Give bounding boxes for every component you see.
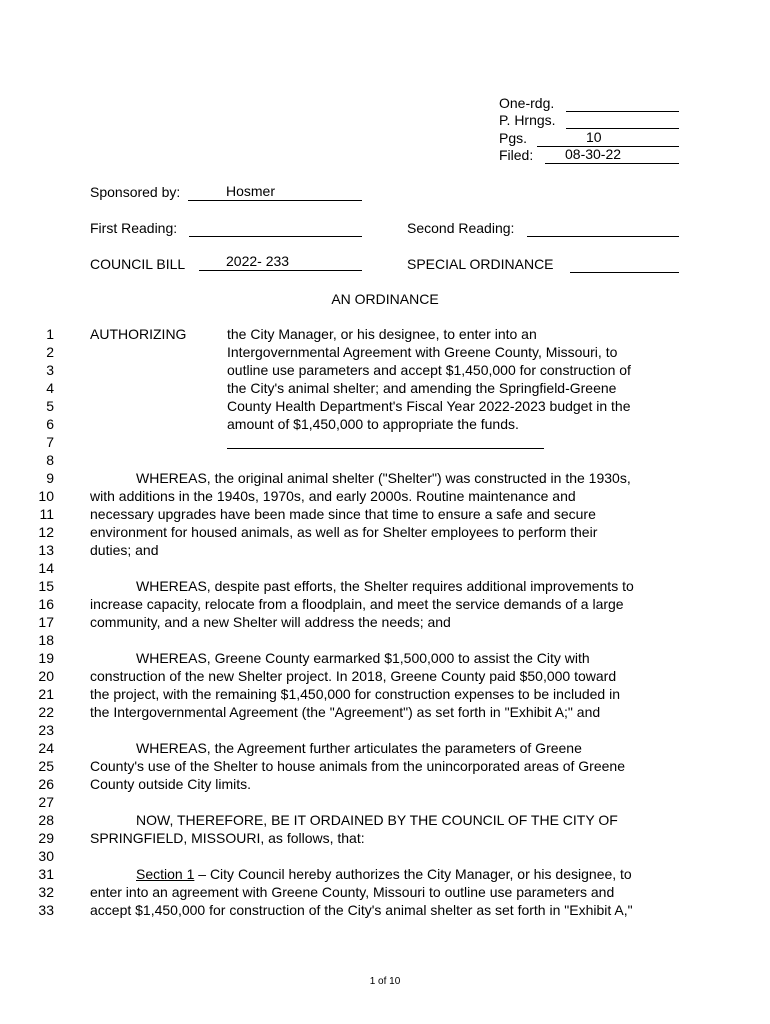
body-line: duties; and — [90, 542, 159, 558]
special-ordinance-blank — [570, 255, 679, 273]
section-1-line — [136, 865, 632, 883]
line-number: 6 — [46, 416, 54, 432]
filed-label: Filed: — [499, 147, 534, 163]
line-number: 14 — [38, 560, 54, 576]
special-ordinance-label: SPECIAL ORDINANCE — [407, 256, 554, 272]
body-line: County outside City limits. — [90, 776, 252, 792]
line-number: 28 — [38, 812, 54, 828]
line-number: 27 — [38, 794, 54, 810]
one-rdg-label: One-rdg. — [499, 95, 555, 111]
body-line: SPRINGFIELD, MISSOURI, as follows, that: — [90, 830, 365, 846]
authorizing-label: AUTHORIZING — [90, 326, 187, 342]
body-line: accept $1,450,000 for construction of the City's animal shelter as set forth in "Exhibit A," — [90, 902, 633, 918]
line-number: 30 — [38, 848, 54, 864]
body-line: necessary upgrades have been made since that time to ensure a safe and secure — [90, 506, 596, 522]
line-number: 1 — [46, 326, 54, 342]
filed-blank — [545, 146, 679, 164]
line-number: 16 — [38, 596, 54, 612]
section-1-heading: Section 1 — [136, 866, 195, 882]
sponsored-blank — [188, 183, 362, 201]
line-number: 26 — [38, 776, 54, 792]
body-line: enter into an agreement with Greene County, Missouri to outline use parameters and — [90, 884, 615, 900]
first-reading-label: First Reading: — [90, 220, 178, 236]
second-reading-blank — [527, 219, 679, 237]
filed-value: 08-30-22 — [565, 146, 622, 162]
body-line: the Intergovernmental Agreement (the "Agreement") as set forth in "Exhibit A;" and — [90, 704, 601, 720]
body-line: WHEREAS, despite past efforts, the Shelter requires additional improvements to — [136, 578, 634, 594]
line-number: 21 — [38, 686, 54, 702]
second-reading-label: Second Reading: — [407, 220, 515, 236]
line-number: 12 — [38, 524, 54, 540]
authorizing-line: amount of $1,450,000 to appropriate the funds. — [227, 416, 519, 432]
line-number: 19 — [38, 650, 54, 666]
authorizing-line: the City Manager, or his designee, to enter into an — [227, 326, 537, 342]
page-title: AN ORDINANCE — [331, 291, 439, 307]
authorizing-line: the City's animal shelter; and amending the Springfield-Greene — [227, 380, 617, 396]
section-1-text: – City Council hereby authorizes the City Manager, or his designee, to — [194, 866, 632, 882]
page-footer: 1 of 10 — [369, 976, 401, 987]
line-number: 11 — [39, 506, 54, 522]
council-bill-blank — [199, 253, 362, 271]
pgs-blank — [537, 129, 679, 147]
body-line: WHEREAS, Greene County earmarked $1,500,000 to assist the City with — [136, 650, 590, 666]
body-line: NOW, THEREFORE, BE IT ORDAINED BY THE COUNCIL OF THE CITY OF — [136, 812, 618, 828]
line-number: 15 — [38, 578, 54, 594]
authorizing-line: County Health Department's Fiscal Year 2022-2023 budget in the — [227, 398, 631, 414]
line-number: 5 — [46, 398, 54, 414]
line-number: 20 — [38, 668, 54, 684]
authorizing-rule — [227, 448, 544, 449]
one-rdg-blank — [566, 94, 679, 112]
body-line: the project, with the remaining $1,450,000 for construction expenses to be included in — [90, 686, 620, 702]
line-number: 25 — [38, 758, 54, 774]
body-line: with additions in the 1940s, 1970s, and early 2000s. Routine maintenance and — [90, 488, 576, 504]
p-hrngs-blank — [566, 111, 679, 129]
line-number: 18 — [38, 632, 54, 648]
line-number: 29 — [38, 830, 54, 846]
line-number: 23 — [38, 722, 54, 738]
p-hrngs-label: P. Hrngs. — [499, 112, 556, 128]
authorizing-line: Intergovernmental Agreement with Greene County, Missouri, to — [227, 344, 618, 360]
line-number: 24 — [38, 740, 54, 756]
line-number: 3 — [46, 362, 54, 378]
line-number: 13 — [38, 542, 54, 558]
body-line: increase capacity, relocate from a floodplain, and meet the service demands of a large — [90, 596, 624, 612]
council-bill-label: COUNCIL BILL — [90, 256, 186, 272]
line-number: 22 — [38, 704, 54, 720]
sponsored-value: Hosmer — [226, 183, 276, 199]
line-number: 32 — [38, 884, 54, 900]
body-line: WHEREAS, the Agreement further articulates the parameters of Greene — [136, 740, 582, 756]
line-number: 8 — [46, 452, 54, 468]
pgs-value: 10 — [586, 129, 602, 145]
line-number: 10 — [38, 488, 54, 504]
council-bill-value: 2022- 233 — [226, 253, 290, 269]
line-number: 33 — [38, 902, 54, 918]
sponsored-label: Sponsored by: — [90, 184, 181, 200]
pgs-label: Pgs. — [499, 130, 528, 146]
line-number: 7 — [46, 434, 54, 450]
body-line: County's use of the Shelter to house animals from the unincorporated areas of Greene — [90, 758, 625, 774]
line-number: 4 — [46, 380, 54, 396]
line-number: 2 — [46, 344, 54, 360]
body-line: community, and a new Shelter will address the needs; and — [90, 614, 451, 630]
body-line: construction of the new Shelter project. In 2018, Greene County paid $50,000 toward — [90, 668, 617, 684]
line-number: 9 — [46, 470, 54, 486]
line-number: 17 — [38, 614, 54, 630]
body-line: environment for housed animals, as well as for Shelter employees to perform their — [90, 524, 598, 540]
body-line: WHEREAS, the original animal shelter ("Shelter") was constructed in the 1930s, — [136, 470, 631, 486]
line-number: 31 — [38, 866, 54, 882]
authorizing-line: outline use parameters and accept $1,450,000 for construction of — [227, 362, 631, 378]
first-reading-blank — [189, 219, 362, 237]
